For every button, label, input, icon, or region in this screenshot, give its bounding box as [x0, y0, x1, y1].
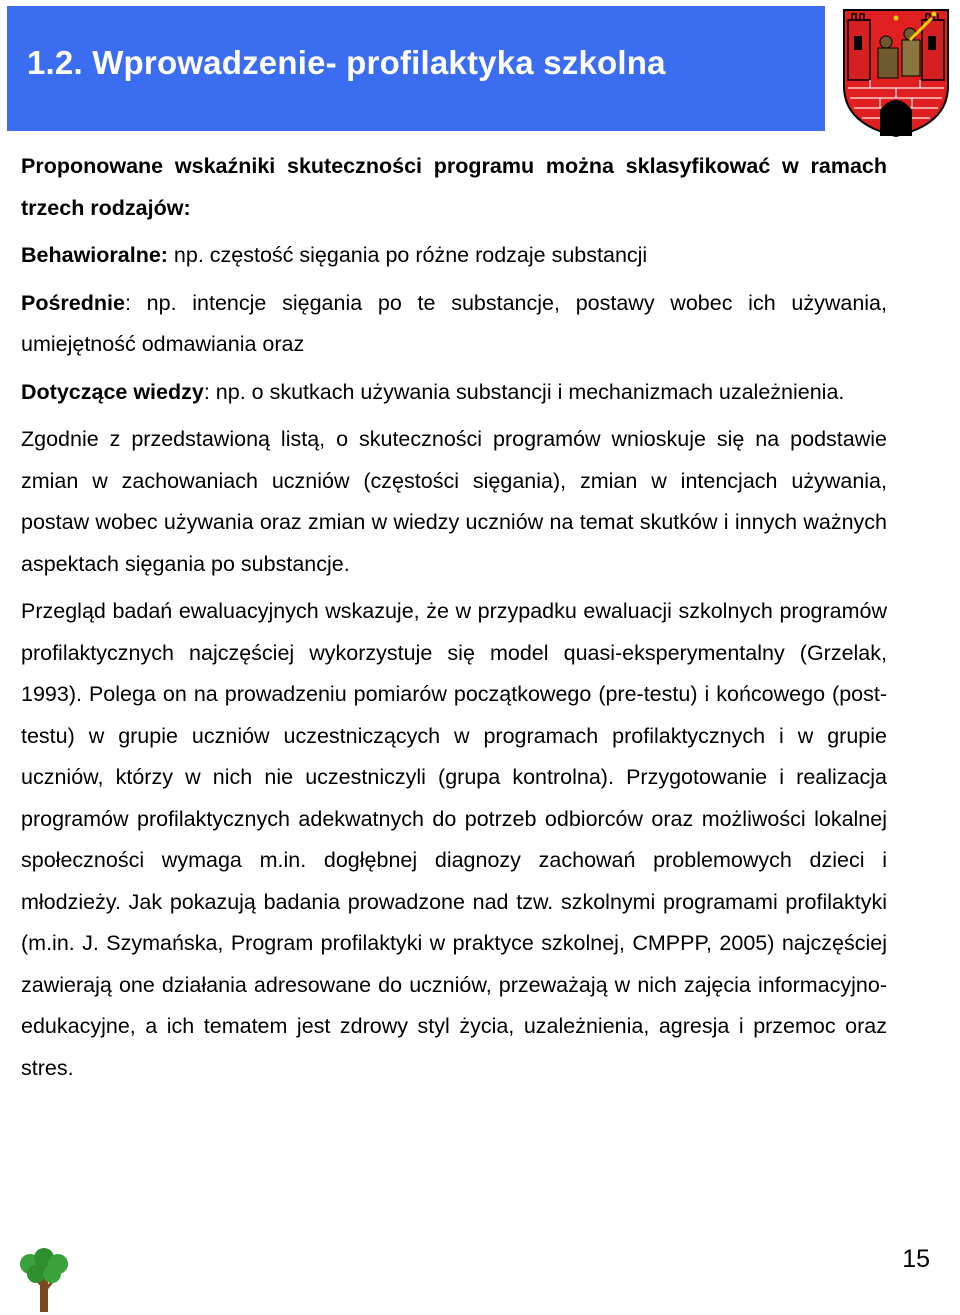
indicator-label: Dotyczące wiedzy	[21, 379, 204, 404]
intro-text: Proponowane wskaźniki skuteczności programu można sklasyfikować w ramach trzech rodzajów:	[21, 154, 887, 220]
paragraph: Przegląd badań ewaluacyjnych wskazuje, że w przypadku ewaluacji szkolnych programów profilaktycznych najczęściej wykorzystuje się model quasi-eksperymentalny (Grzelak, 1993). Polega on na prowadzeniu pomiarów początkowego (pre-testu) i końcowego (post-testu) w grupie uczniów uczestniczących w programach profilaktycznych i w grupie uczniów, którzy w nich nie uczestniczyli (grupa kontrolna). Przygotowanie i realizacja programów profilaktycznych adekwatnych do potrzeb odbiorców oraz możliwości lokalnej społeczności wymaga m.in. dogłębnej diagnozy zachowań problemowych dzieci i młodzieży. Jak pokazują badania prowadzone nad tzw. szkolnymi programami profilaktyki (m.in. J. Szymańska, Program profilaktyki w praktyce szkolnej, CMPPP, 2005) najczęściej zawierają one działania adresowane do uczniów, przeważają w nich zajęcia informacyjno-edukacyjne, a ich tematem jest zdrowy styl życia, uzależnienia, agresja i przemoc oraz stres.	[21, 599, 887, 1080]
city-coat-of-arms-icon	[840, 6, 952, 138]
indicator-knowledge	[21, 372, 887, 414]
title-banner	[7, 6, 825, 131]
page-title: 1.2. Wprowadzenie- profilaktyka szkolna	[27, 44, 666, 81]
paragraph: Zgodnie z przedstawioną listą, o skuteczności programów wnioskuje się na podstawie zmian w zachowaniach uczniów (częstości sięgania), zmian w intencjach używania, postaw wobec używania oraz zmian w wiedzy uczniów na temat skutków i innych ważnych aspektach sięgania po substancje.	[21, 427, 887, 576]
indicator-indirect	[21, 283, 887, 366]
main-content	[21, 146, 887, 1089]
indicator-text: np. częstość sięgania po różne rodzaje substancji	[167, 243, 648, 267]
tree-logo-icon	[18, 1248, 70, 1312]
indicator-text: : np. o skutkach używania substancji i mechanizmach uzależnienia.	[203, 379, 845, 404]
indicator-text: : np. intencje sięgania po te substancje, postawy wobec ich używania, umiejętność odmawiania oraz	[21, 290, 887, 356]
indicator-behavioral	[21, 235, 887, 277]
page-number: 15	[902, 1245, 930, 1273]
indicator-label: Pośrednie	[21, 290, 125, 315]
indicator-label: Behawioralne:	[21, 243, 168, 267]
